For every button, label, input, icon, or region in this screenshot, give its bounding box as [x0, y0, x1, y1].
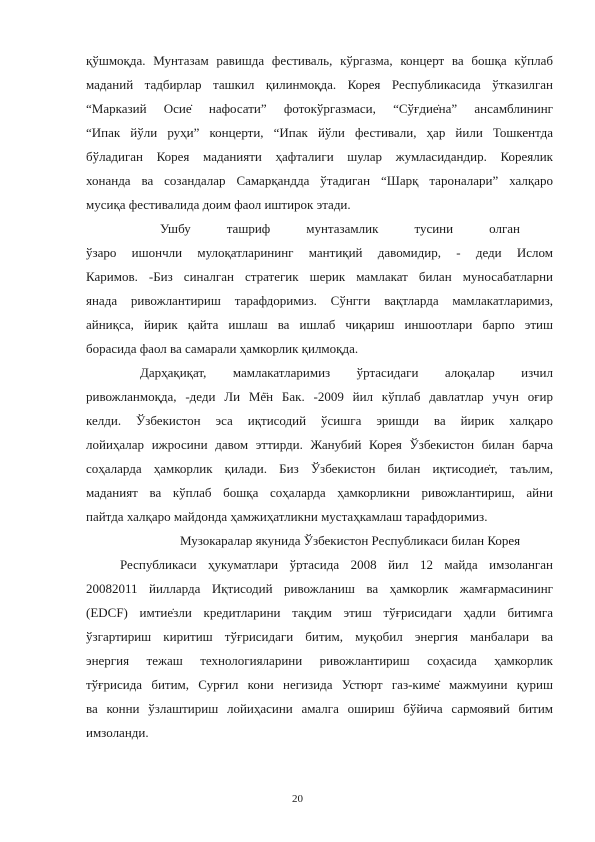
- text-line: Дарҳақиқат, мамлакатларимиз ўртасидаги алоқалар изчил: [140, 365, 553, 380]
- text-line: ва конни ўзлаштириш лойиҳасини амалга ошириш бўйича сармоявий битим: [86, 701, 553, 716]
- text-line: “Марказий Осие̇ нафосати” фотокўргазмаси, “Сўғдие̇на” ансамблининг: [86, 101, 553, 116]
- text-line: тўғрисида битим, Сурғил кони негизида Устюрт газ-киме̇ мажмуини қуриш: [86, 677, 553, 692]
- text-line: Ушбу ташриф мунтазамлик тусини олган: [160, 221, 520, 236]
- text-line: “Ипак йўли руҳи” концерти, “Ипак йўли фестивали, ҳар йили Тошкентда: [86, 125, 553, 140]
- text-line: янада ривожлантириш тарафдоримиз. Сўнгги вақтларда мамлакатларимиз,: [86, 293, 553, 308]
- text-line: лойиҳалар ижросини давом эттирди. Жанубий Корея Ўзбекистон билан барча: [86, 437, 553, 452]
- text-line: маданият ва кўплаб бошқа соҳаларда ҳамкорликни ривожлантириш, айни: [86, 485, 553, 500]
- text-line: мусиқа фестивалида доим фаол иштирок этади.: [86, 197, 351, 212]
- text-line: Музокаралар якунида Ўзбекистон Республикаси билан Корея: [180, 533, 521, 548]
- text-line: айниқса, йирик қайта ишлаш ва ишлаб чиқариш иншоотлари барпо этиш: [86, 317, 553, 332]
- text-line: ўзаро ишончли мулоқатларининг мантиқий давомидир, - деди Ислом: [86, 245, 553, 260]
- text-line: (EDCF) имтие̇зли кредитларини тақдим этиш тўғрисидаги ҳадли битимга: [86, 605, 553, 620]
- text-line: бўладиган Корея маданияти ҳафталиги шулар жумласидандир. Кореялик: [86, 149, 553, 164]
- text-line: 20082011 йилларда Иқтисодий ривожланиш ва ҳамкорлик жамғармасининг: [86, 581, 553, 596]
- text-line: келди. Ўзбекистон эса иқтисодий ўсишга эришди ва йирик халқаро: [86, 413, 553, 428]
- text-line: қўшмоқда. Мунтазам равишда фестиваль, кўргазма, концерт ва бошқа кўплаб: [86, 53, 553, 68]
- text-line: хонанда ва созандалар Самарқандда ўтадиган “Шарқ тароналари” халқаро: [86, 173, 553, 188]
- text-line: маданий тадбирлар ташкил қилинмоқда. Корея Республикасида ўтказилган: [86, 77, 553, 92]
- text-line: борасида фаол ва самарали ҳамкорлик қилмоқда.: [86, 341, 359, 356]
- text-line: энергия тежаш технологияларини ривожлантириш соҳасида ҳамкорлик: [86, 653, 553, 668]
- text-line: пайтда халқаро майдонда ҳамжиҳатликни мустаҳкамлаш тарафдоримиз.: [86, 509, 488, 524]
- text-line: соҳаларда ҳамкорлик қилади. Биз Ўзбекистон билан иқтисодие̇т, таълим,: [86, 461, 553, 476]
- text-line: Республикаси ҳукуматлари ўртасида 2008 йил 12 майда имзоланган: [120, 557, 553, 572]
- text-line: ўзгартириш киритиш тўғрисидаги битим, муқобил энергия манбалари ва: [86, 629, 553, 644]
- page-number: 20: [292, 793, 303, 805]
- text-line: имзоланди.: [86, 725, 149, 740]
- text-line: Каримов. -Биз синалган стратегик шерик мамлакат билан муносабатларни: [86, 269, 553, 284]
- text-line: ривожланмоқда, -деди Ли Мė̈н Бак. -2009 йил кўплаб давлатлар учун оғир: [86, 389, 553, 404]
